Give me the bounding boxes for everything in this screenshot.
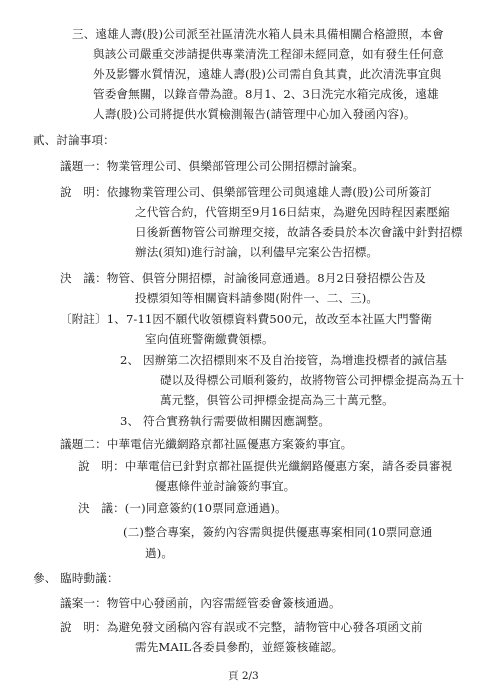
topic-1-explanation-3: 日後新舊物管公司辦理交接，故請各委員於本次會議中針對招標 xyxy=(135,225,463,239)
motion-1-explanation-2: 需先MAIL各委員參酌，並經簽核確認。 xyxy=(135,640,344,654)
item-3-line-3: 外及影響水質情況，遠雄人壽(股)公司需自負其責，此次清洗事宜與 xyxy=(93,67,442,81)
topic-1-explanation-4: 辦法(須知)進行討論，以利儘早完案公告招標。 xyxy=(135,245,379,259)
topic-2-title: 議題二：中華電信光纖網路京都社區優惠方案簽約事宜。 xyxy=(60,437,353,451)
item-3-line-5: 人壽(股)公司將提供水質檢測報告(請管理中心加入發函內容)。 xyxy=(93,107,416,121)
item-3-line-2: 與該公司嚴重交涉請提供專業清洗工程卻未經同意，如有發生任何意 xyxy=(93,47,444,61)
item-3-line-1: 三、遠雄人壽(股)公司派至社區清洗水箱人員未具備相關合格證照，本會 xyxy=(72,27,444,41)
topic-1-explanation-2: 之代管合約，代管期至9月16日結束，為避免因時程因素壓縮 xyxy=(135,205,450,219)
section-2-heading: 貳、討論事項： xyxy=(33,133,115,147)
note-2-line-1: 2、 因辦第二次招標則來不及自治接管，為增進投標者的誠信基 xyxy=(120,353,447,367)
note-2-line-3: 萬元整，俱管公司押標金提高為三十萬元整。 xyxy=(160,393,394,407)
item-3-line-4: 管委會無關，以錄音帶為證。8月1、2、3日洗完水箱完成後，遠雄 xyxy=(93,87,439,101)
motion-1-explanation-1: 說 明：為避免發文函稿內容有誤或不完整，請物管中心發各項函文前 xyxy=(60,620,423,634)
topic-1-resolution-1: 決 議：物管、俱管分開招標，討論後同意通過。8月2日發招標公告及 xyxy=(60,271,426,285)
topic-2-resolution-2: (二)整合專案，簽約內容需與提供優惠專案相同(10票同意通 xyxy=(123,525,433,539)
note-2-line-2: 礎以及得標公司順利簽約，故將物管公司押標金提高為五十 xyxy=(160,373,465,387)
topic-1-resolution-2: 投標須知等相關資料請參閱(附件一、二、三)。 xyxy=(135,291,379,305)
topic-2-resolution-1: 決 議：(一)同意簽約(10票同意通過)。 xyxy=(78,501,287,515)
topic-1-explanation-1: 說 明：依據物業管理公司、俱樂部管理公司與遠雄人壽(股)公司所簽訂 xyxy=(60,185,432,199)
note-1-line-2: 室向值班警衛繳費領標。 xyxy=(145,332,274,346)
topic-2-explanation-1: 說 明：中華電信已針對京都社區提供光纖網路優惠方案，請各委員審視 xyxy=(78,459,453,473)
topic-2-explanation-2: 優惠條件並討論簽約事宜。 xyxy=(155,479,296,493)
page-number: 頁 2/3 xyxy=(228,670,259,682)
topic-1-title: 議題一：物業管理公司、俱樂部管理公司公開招標討論案。 xyxy=(60,159,365,173)
topic-2-resolution-3: 過)。 xyxy=(145,546,174,560)
section-3-heading: 參、 臨時動議： xyxy=(33,571,119,585)
note-3-line-1: 3、 符合實務執行需要做相關因應調整。 xyxy=(120,414,331,428)
motion-1-title: 議案一：物管中心發函前，內容需經管委會簽核通過。 xyxy=(60,596,341,610)
note-1-line-1: 〔附註〕1、7-11因不願代收領標資料費500元，故改至本社區大門警衛 xyxy=(60,312,433,326)
